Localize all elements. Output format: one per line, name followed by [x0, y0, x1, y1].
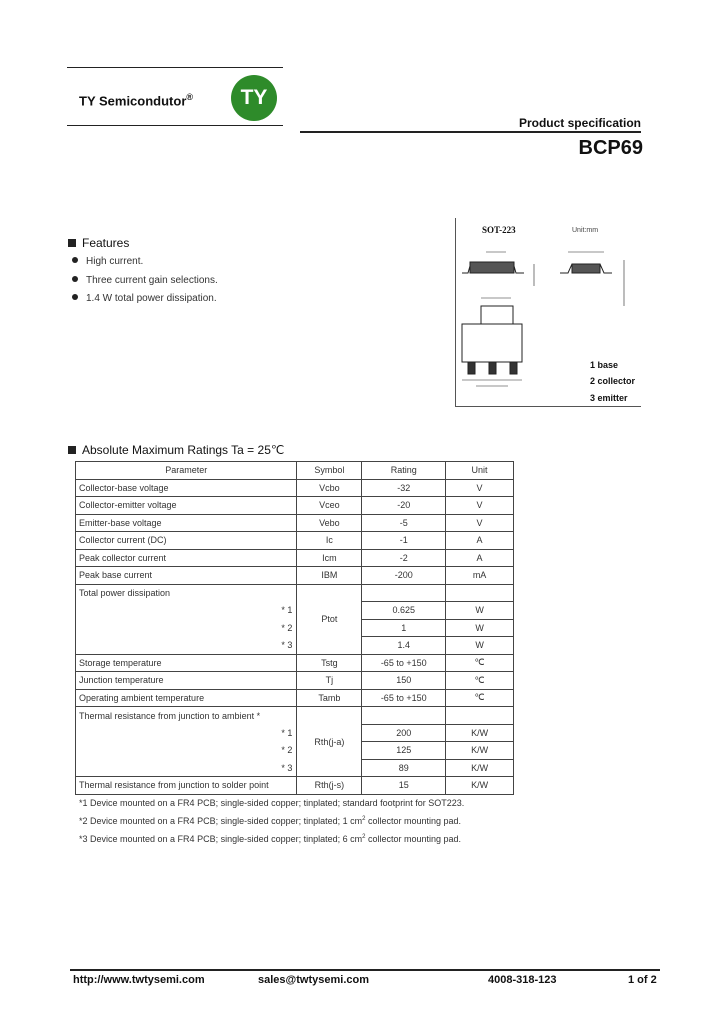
param-cell: Junction temperature [76, 672, 297, 690]
feature-item: Three current gain selections. [72, 275, 218, 286]
symbol-cell: Rth(j-s) [297, 777, 362, 795]
table-row [76, 619, 514, 637]
unit-cell: A [446, 549, 514, 567]
package-unit: Unit:mm [572, 227, 599, 234]
symbol-cell: Ic [297, 532, 362, 550]
value-cell [362, 584, 446, 602]
param-cell: Collector-emitter voltage [76, 497, 297, 515]
unit-cell: K/W [446, 777, 514, 795]
footnote-mark: * 2 [76, 619, 297, 637]
param-cell: Thermal resistance from junction to ambient * [76, 707, 297, 725]
param-cell: Collector-base voltage [76, 479, 297, 497]
ratings-title: Absolute Maximum Ratings Ta = 25℃ [68, 443, 284, 457]
symbol-cell: Vceo [297, 497, 362, 515]
table-row [76, 584, 514, 602]
unit-cell [446, 584, 514, 602]
footnote-1: *1 Device mounted on a FR4 PCB; single-sided copper; tinplated; standard footprint for SOT223. [79, 798, 465, 808]
product-spec-label: Product specification [518, 116, 641, 130]
pin-label: 3 emitter [590, 393, 628, 403]
footnote-mark: * 3 [76, 759, 297, 777]
symbol-cell: Vebo [297, 514, 362, 532]
package-name: SOT-223 [482, 225, 516, 235]
value-cell: 1 [362, 619, 446, 637]
square-bullet-icon [68, 239, 76, 247]
table-row [76, 567, 514, 585]
param-cell: Collector current (DC) [76, 532, 297, 550]
unit-cell: mA [446, 567, 514, 585]
value-cell [362, 707, 446, 725]
table-row [76, 532, 514, 550]
table-row [76, 549, 514, 567]
table-row [76, 707, 514, 725]
ratings-table [75, 461, 514, 795]
param-cell: Storage temperature [76, 654, 297, 672]
unit-cell: W [446, 602, 514, 620]
company-logo: TY [231, 75, 277, 121]
unit-cell: W [446, 619, 514, 637]
value-cell: 89 [362, 759, 446, 777]
value-cell: 0.625 [362, 602, 446, 620]
feature-item: High current. [72, 256, 143, 267]
bullet-icon [72, 257, 78, 263]
table-row [76, 672, 514, 690]
symbol-cell: IBM [297, 567, 362, 585]
header-unit: Unit [446, 462, 514, 480]
unit-cell [446, 707, 514, 725]
symbol-cell: Tj [297, 672, 362, 690]
footer-phone: 4008-318-123 [488, 974, 557, 986]
table-row [76, 514, 514, 532]
value-cell: 200 [362, 724, 446, 742]
param-cell: Peak collector current [76, 549, 297, 567]
part-number: BCP69 [578, 137, 643, 159]
footnote-mark: * 1 [76, 602, 297, 620]
footnote-mark: * 1 [76, 724, 297, 742]
unit-cell: K/W [446, 759, 514, 777]
table-row [76, 689, 514, 707]
value-cell: -200 [362, 567, 446, 585]
table-row [76, 654, 514, 672]
param-cell: Total power dissipation [76, 584, 297, 602]
table-header-row [76, 462, 514, 480]
footnote-2: *2 Device mounted on a FR4 PCB; single-sided copper; tinplated; 1 $cm^2$ collector mounting pad. [79, 816, 462, 826]
header-parameter: Parameter [76, 462, 297, 480]
value-cell: 150 [362, 672, 446, 690]
value-cell: -32 [362, 479, 446, 497]
unit-cell: K/W [446, 742, 514, 760]
footer-website-link[interactable]: http://www.twtysemi.com [73, 974, 205, 986]
unit-cell: ℃ [446, 654, 514, 672]
value-cell: -2 [362, 549, 446, 567]
table-row [76, 637, 514, 655]
header-rating: Rating [362, 462, 446, 480]
features-title: Features [68, 236, 129, 250]
bullet-icon [72, 276, 78, 282]
unit-cell: ℃ [446, 672, 514, 690]
symbol-cell: Vcbo [297, 479, 362, 497]
value-cell: -5 [362, 514, 446, 532]
table-row [76, 479, 514, 497]
value-cell: 15 [362, 777, 446, 795]
footer-rule [70, 969, 660, 971]
header-symbol: Symbol [297, 462, 362, 480]
footnote-mark: * 2 [76, 742, 297, 760]
unit-cell: A [446, 532, 514, 550]
symbol-cell: Tstg [297, 654, 362, 672]
unit-cell: W [446, 637, 514, 655]
square-bullet-icon [68, 446, 76, 454]
table-row [76, 602, 514, 620]
pin-label: 1 base [590, 360, 619, 370]
spec-rule [300, 131, 641, 133]
value-cell: -1 [362, 532, 446, 550]
param-cell: Emitter-base voltage [76, 514, 297, 532]
footnote-3: *3 Device mounted on a FR4 PCB; single-sided copper; tinplated; 6 $cm^2$ collector mounting pad. [79, 834, 462, 844]
symbol-cell: Tamb [297, 689, 362, 707]
table-row [76, 742, 514, 760]
company-name: TY Semicondutor® [79, 92, 194, 109]
footer-email-link[interactable]: sales@twtysemi.com [258, 974, 369, 986]
unit-cell: ℃ [446, 689, 514, 707]
value-cell: -65 to +150 [362, 654, 446, 672]
unit-cell: V [446, 479, 514, 497]
table-row [76, 497, 514, 515]
symbol-cell: Icm [297, 549, 362, 567]
table-row [76, 777, 514, 795]
param-cell: Operating ambient temperature [76, 689, 297, 707]
feature-item: 1.4 W total power dissipation. [72, 293, 217, 304]
value-cell: 1.4 [362, 637, 446, 655]
unit-cell: K/W [446, 724, 514, 742]
page-number: 1 of 2 [628, 974, 657, 986]
value-cell: 125 [362, 742, 446, 760]
table-row [76, 759, 514, 777]
param-cell: Thermal resistance from junction to solder point [76, 777, 297, 795]
symbol-cell: Rth(j-a) [297, 707, 362, 777]
pin-label: 2 collector [590, 376, 636, 386]
unit-cell: V [446, 514, 514, 532]
bullet-icon [72, 294, 78, 300]
symbol-cell: Ptot [297, 584, 362, 654]
footnote-mark: * 3 [76, 637, 297, 655]
header-rule-top [67, 67, 283, 68]
table-row [76, 724, 514, 742]
value-cell: -20 [362, 497, 446, 515]
value-cell: -65 to +150 [362, 689, 446, 707]
header-rule-bottom [67, 125, 283, 126]
unit-cell: V [446, 497, 514, 515]
param-cell: Peak base current [76, 567, 297, 585]
